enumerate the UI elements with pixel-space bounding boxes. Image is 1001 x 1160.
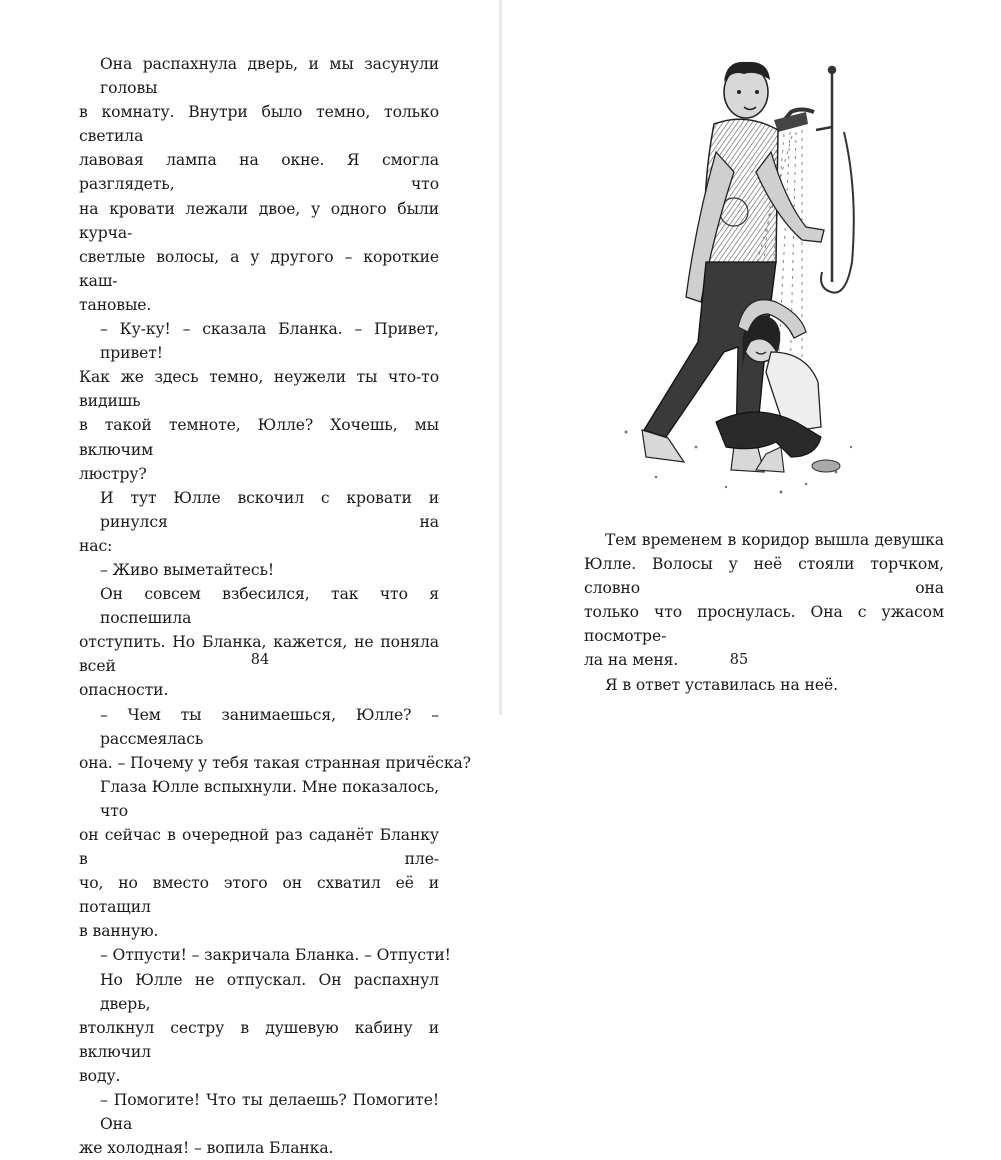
text-line: нас: [79, 536, 113, 555]
text-line: воду. [79, 1066, 121, 1085]
text-line: – Отпусти! – закричала Бланка. – Отпусти! [100, 946, 451, 965]
shower-scene-illustration [606, 52, 868, 502]
text-line: тановые. [79, 295, 152, 314]
text-line: Я в ответ уставилась на неё. [605, 675, 838, 694]
text-line: в такой темноте, Юлле? Хочешь, мы включим [79, 416, 439, 459]
text-line: ла на меня. [584, 651, 679, 670]
text-line: лавовая лампа на окне. Я смогла разглядеть, что [79, 151, 439, 194]
text-line: Он совсем взбесился, так что я поспешила [100, 585, 439, 628]
text-line: И тут Юлле вскочил с кровати и ринулся на [100, 488, 439, 531]
text-line: отступить. Но Бланка, кажется, не поняла всей [79, 633, 439, 676]
text-line: в ванную. [79, 922, 159, 941]
left-page-text [79, 52, 471, 1160]
page-number: 84 [250, 652, 270, 668]
text-line: – Помогите! Что ты делаешь? Помогите! Она [100, 1091, 439, 1134]
text-line: он сейчас в очередной раз саданёт Бланку в пле- [79, 826, 439, 869]
text-line: она. – Почему у тебя такая странная причёска? [79, 753, 471, 772]
page-number: 85 [729, 652, 749, 668]
text-line: – Живо выметайтесь! [100, 560, 275, 579]
text-line: светлые волосы, а у другого – короткие каш- [79, 247, 439, 290]
left-page [0, 0, 500, 1158]
sponge [812, 460, 840, 472]
text-line: же холодная! – вопила Бланка. [79, 1139, 334, 1158]
text-line: Юлле. Волосы у неё стояли торчком, словно она [584, 555, 944, 598]
text-line: – Ку-ку! – сказала Бланка. – Привет, привет! [100, 320, 439, 363]
text-line: Тем временем в коридор вышла девушка [605, 531, 944, 549]
text-line: люстру? [79, 464, 147, 483]
text-line: Она распахнула дверь, и мы засунули головы [100, 55, 439, 98]
right-page-text [584, 528, 944, 697]
shower-rail [781, 67, 854, 293]
text-line: Но Юлле не отпускал. Он распахнул дверь, [100, 970, 439, 1013]
text-line: Как же здесь темно, неужели ты что-то видишь [79, 368, 439, 411]
text-line: Глаза Юлле вспыхнули. Мне показалось, что [100, 777, 439, 820]
text-line: втолкнул сестру в душевую кабину и включил [79, 1018, 439, 1061]
text-line: на кровати лежали двое, у одного были курча- [79, 199, 439, 242]
text-line: опасности. [79, 681, 169, 700]
text-line: только что проснулась. Она с ужасом посмотре- [584, 603, 944, 646]
text-line: – Чем ты занимаешься, Юлле? – рассмеялась [100, 705, 439, 748]
right-page [501, 0, 1001, 715]
text-line: в комнату. Внутри было темно, только светила [79, 103, 439, 146]
text-line: чо, но вместо этого он схватил её и потащил [79, 874, 439, 917]
